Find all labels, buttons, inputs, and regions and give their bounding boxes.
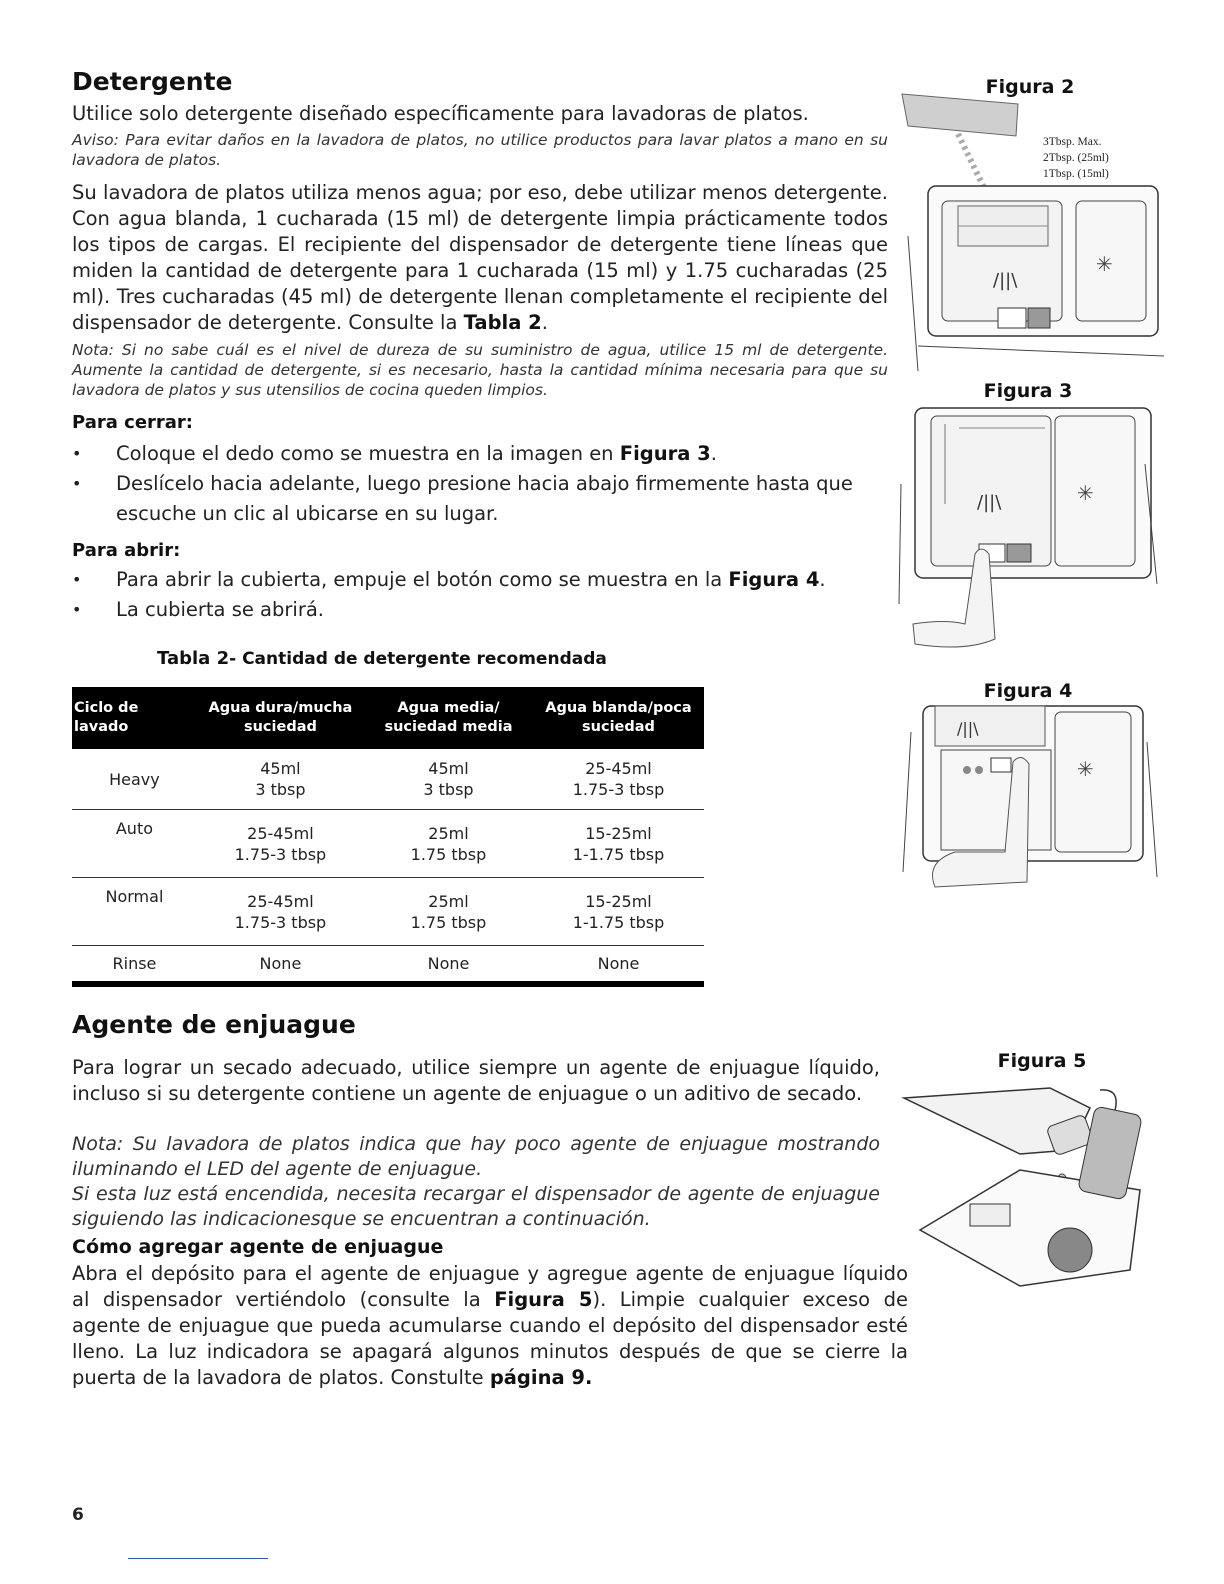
heading-detergente: Detergente — [72, 67, 233, 96]
header-ciclo: Ciclo de lavado — [72, 687, 197, 749]
value-ml: 45ml — [428, 759, 469, 778]
value-ml: 25ml — [428, 891, 469, 911]
value-ml: 25-45ml — [247, 823, 314, 843]
table-row — [72, 749, 704, 810]
cycle-cell: Normal — [72, 878, 197, 946]
figura-2-label: Figura 2 — [985, 76, 1075, 98]
value-tbsp: 3 tbsp — [255, 780, 306, 799]
enjuague-paragraph-1: Para lograr un secado adecuado, utilice siempre un agente de enjuague líquido, incluso si su detergente contiene un agente de enjuague o un aditivo de secado. — [72, 1056, 880, 1105]
value-tbsp: 1-1.75 tbsp — [572, 844, 665, 864]
cycle-cell: Rinse — [72, 946, 197, 985]
table-row — [72, 810, 704, 878]
detergent-table — [72, 687, 704, 987]
value-ml: 15-25ml — [585, 823, 652, 843]
para-abrir-section — [72, 540, 892, 625]
list-item-text: Para abrir la cubierta, empuje el botón como se muestra en la — [116, 568, 723, 591]
footer-rule — [128, 1558, 268, 1559]
value-cell — [197, 749, 364, 810]
table-row — [72, 878, 704, 946]
nota-dureza: Nota: Si no sabe cuál es el nivel de dureza de su suministro de agua, utilice 15 ml de detergente. Aumente la cantidad de detergente, si es necesario, hasta la cantidad mínima necesaria para que su lavadora de platos y sus utensilios de cocina queden limpios. — [72, 341, 888, 399]
page-number: 6 — [72, 1505, 84, 1525]
value-cell — [533, 810, 704, 878]
label-1tbsp: 1Tbsp. (15ml) — [1043, 168, 1109, 180]
value-cell — [533, 749, 704, 810]
figura-2-labels — [1043, 134, 1109, 182]
value-ml: 25-45ml — [585, 759, 652, 778]
value-tbsp: 1-1.75 tbsp — [572, 912, 665, 932]
list-item — [72, 595, 892, 625]
value-cell — [364, 878, 533, 946]
tabla-2-reference: Tabla 2 — [463, 311, 542, 334]
figura-2-illustration — [898, 86, 1164, 376]
intro-text: Utilice solo detergente diseñado específicamente para lavadoras de platos. — [72, 102, 809, 125]
value-cell — [197, 878, 364, 946]
list-item — [72, 565, 892, 595]
list-item — [72, 469, 872, 529]
value-cell — [364, 810, 533, 878]
header-agua-blanda: Agua blanda/poca suciedad — [533, 687, 704, 749]
period: . — [541, 311, 548, 334]
figura-3-reference: Figura 3 — [619, 442, 711, 465]
table-caption — [157, 648, 607, 669]
enjuague-paragraph-2-text: Abra el depósito para el agente de enjuague y agregue agente de enjuague líquido al dispensador vertiéndolo (consulte la — [72, 1262, 908, 1311]
header-agua-dura: Agua dura/mucha suciedad — [197, 687, 364, 749]
label-3tbsp: 3Tbsp. Max. — [1043, 136, 1102, 148]
figura-5-label: Figura 5 — [997, 1050, 1087, 1072]
svg-text:/||\: /||\ — [957, 719, 979, 738]
para-abrir-list — [72, 565, 892, 625]
enjuague-paragraph-2-text-cont: ). Limpie cualquier exceso de agente de enjuague que pueda acumularse cuando el depósito del dispensador esté lleno. La luz indicadora se apagará algunos minutos después de que se cierre la puerta de la lavadora de platos. Constulte — [72, 1288, 908, 1389]
table-row — [72, 946, 704, 985]
list-item-text: Deslícelo hacia adelante, luego presione hacia abajo firmemente hasta que escuche un clic al ubicarse en su lugar. — [116, 472, 853, 525]
enjuague-paragraph-2 — [72, 1261, 908, 1391]
value-tbsp: 1.75-3 tbsp — [234, 844, 327, 864]
value-tbsp: 1.75 tbsp — [410, 912, 487, 932]
para-cerrar-title: Para cerrar: — [72, 412, 193, 433]
cycle-cell: Auto — [72, 810, 197, 878]
svg-text:/||\: /||\ — [977, 492, 1002, 513]
figura-4-illustration — [895, 702, 1161, 894]
value-ml: 45ml — [260, 759, 301, 778]
list-item-text: Coloque el dedo como se muestra en la imagen en — [116, 442, 614, 465]
enjuague-nota: Nota: Su lavadora de platos indica que hay poco agente de enjuague mostrando iluminando el LED del agente de enjuague. — [72, 1133, 880, 1180]
value-tbsp: 1.75-3 tbsp — [572, 780, 665, 799]
svg-text:✳: ✳ — [1077, 757, 1094, 781]
svg-text:✳: ✳ — [1077, 481, 1094, 505]
value-tbsp: 1.75 tbsp — [410, 844, 487, 864]
figura-3-illustration — [895, 404, 1161, 656]
figura-5-reference: Figura 5 — [494, 1288, 593, 1311]
enjuague-nota-2: Si esta luz está encendida, necesita recargar el dispensador de agente de enjuague siguiendo las indicacionesque se encuentran a continuación. — [72, 1183, 880, 1230]
value-tbsp: 3 tbsp — [423, 780, 474, 799]
value-cell — [364, 749, 533, 810]
aviso-note: Aviso: Para evitar daños en la lavadora de platos, no utilice productos para lavar platos a mano en su lavadora de platos. — [72, 131, 888, 169]
label-2tbsp: 2Tbsp. (25ml) — [1043, 152, 1109, 164]
figura-4-label: Figura 4 — [983, 680, 1073, 702]
para-cerrar-list — [72, 439, 872, 529]
value-ml: 25-45ml — [247, 891, 314, 911]
value-ml: 15-25ml — [585, 891, 652, 911]
list-item-text: La cubierta se abrirá. — [116, 598, 324, 621]
svg-text:/||\: /||\ — [993, 270, 1018, 291]
svg-text:✳: ✳ — [1096, 252, 1113, 276]
value-tbsp: 1.75-3 tbsp — [234, 912, 327, 932]
value-cell — [197, 810, 364, 878]
pagina-9-reference: página 9. — [489, 1366, 593, 1389]
heading-agente-enjuague: Agente de enjuague — [72, 1010, 356, 1039]
value-cell: None — [533, 946, 704, 985]
para-cerrar-section — [72, 412, 872, 529]
detergente-paragraph — [72, 180, 888, 336]
value-ml: 25ml — [428, 823, 469, 843]
table-header-row — [72, 687, 704, 749]
value-cell — [533, 878, 704, 946]
detergente-paragraph-text: Su lavadora de platos utiliza menos agua; por eso, debe utilizar menos detergente. Con agua blanda, 1 cucharada (15 ml) de detergente limpia prácticamente todos los tipos de cargas. El recipiente del dispensador de detergente tiene líneas que miden la cantidad de detergente para 1 cucharada (15 ml) y 1.75 cucharadas (25 ml). Tres cucharadas (45 ml) de detergente llenan completamente el recipiente del dispensador de detergente. Consulte la — [72, 181, 888, 334]
para-abrir-title: Para abrir: — [72, 540, 181, 561]
header-agua-media: Agua media/ suciedad media — [364, 687, 533, 749]
value-cell: None — [364, 946, 533, 985]
list-item — [72, 439, 872, 469]
table-caption-number: Tabla 2 — [157, 648, 230, 669]
value-cell: None — [197, 946, 364, 985]
figura-3-label: Figura 3 — [983, 380, 1073, 402]
table-caption-text: - Cantidad de detergente recomendada — [229, 649, 607, 669]
figura-4-reference: Figura 4 — [728, 568, 820, 591]
como-agregar-title: Cómo agregar agente de enjuague — [72, 1236, 444, 1258]
figura-5-illustration — [900, 1080, 1160, 1290]
cycle-cell: Heavy — [72, 749, 197, 810]
period: . — [819, 568, 826, 591]
detergent-table-wrapper — [72, 687, 704, 987]
period: . — [710, 442, 717, 465]
